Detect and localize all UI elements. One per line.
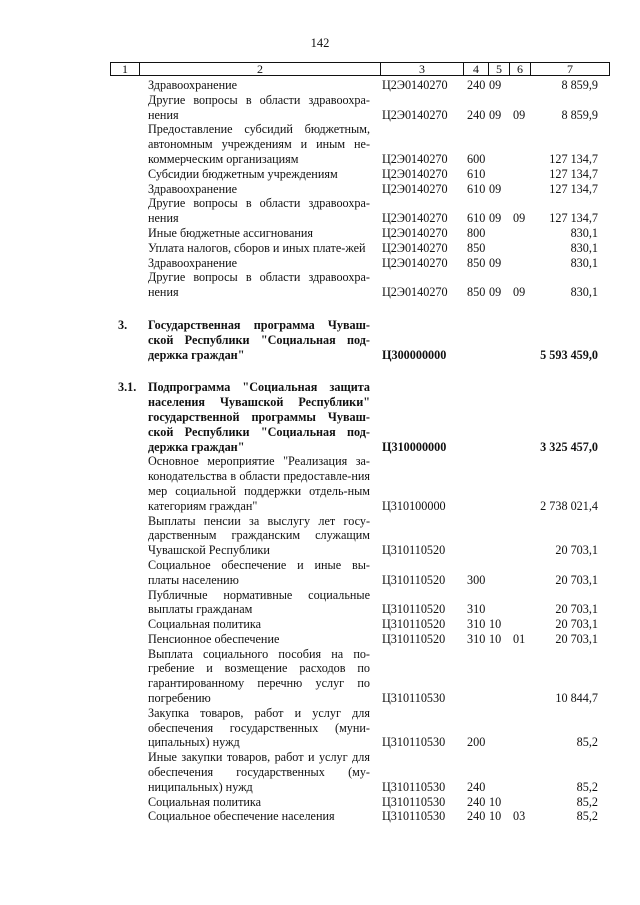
amount-cell: 830,1 — [570, 225, 598, 240]
name-cell: Здравоохранение — [148, 181, 238, 196]
expense-type-cell: 850 — [467, 285, 486, 300]
code-cell: Ц2Э0140270 — [382, 107, 448, 122]
table-row — [0, 182, 640, 197]
table-row — [0, 706, 640, 750]
code-cell: Ц310110530 — [382, 735, 446, 750]
amount-cell: 85,2 — [576, 794, 598, 809]
table-row — [0, 122, 640, 166]
expense-type-cell: 200 — [467, 735, 486, 750]
table-row — [0, 93, 640, 123]
amount-cell: 20 703,1 — [555, 572, 598, 587]
code-cell: Ц310110520 — [382, 631, 446, 646]
section-cell: 10 — [489, 794, 502, 809]
table-row — [0, 454, 640, 513]
amount-cell: 10 844,7 — [555, 691, 598, 706]
expense-type-cell: 600 — [467, 151, 486, 166]
row-number: 3. — [118, 317, 128, 332]
table-row — [0, 196, 640, 226]
code-cell: Ц2Э0140270 — [382, 255, 448, 270]
header-col-5: 5 — [496, 62, 502, 76]
expense-type-cell: 610 — [467, 181, 486, 196]
table-row — [0, 588, 640, 618]
amount-cell: 85,2 — [576, 779, 598, 794]
code-cell: Ц2Э0140270 — [382, 225, 448, 240]
code-cell: Ц2Э0140270 — [382, 240, 448, 255]
table-row — [0, 809, 640, 824]
name-cell: Здравоохранение — [148, 78, 238, 92]
section-cell: 09 — [489, 78, 502, 92]
expense-type-cell: 310 — [467, 631, 486, 646]
table-row — [0, 226, 640, 241]
name-cell: Социальная политика — [148, 617, 262, 632]
code-cell: Ц310110530 — [382, 691, 446, 706]
name-cell: Субсидии бюджетным учреждениям — [148, 166, 338, 181]
code-cell: Ц310110520 — [382, 617, 446, 632]
expense-type-cell: 610 — [467, 211, 486, 226]
subsection-cell: 01 — [513, 631, 526, 646]
section-cell: 09 — [489, 181, 502, 196]
name-cell: Уплата налогов, сборов и иных плате-жей — [148, 240, 366, 255]
code-cell: Ц310100000 — [382, 498, 446, 513]
expense-type-cell: 310 — [467, 617, 486, 632]
amount-cell: 20 703,1 — [555, 631, 598, 646]
expense-type-cell: 850 — [467, 255, 486, 270]
header-col-3: 3 — [419, 62, 425, 76]
table-row — [0, 270, 640, 300]
expense-type-cell: 240 — [467, 779, 486, 794]
header-col-7: 7 — [567, 62, 573, 76]
table-row — [0, 750, 640, 794]
table-row — [0, 558, 640, 588]
amount-cell: 830,1 — [570, 240, 598, 255]
amount-cell: 20 703,1 — [555, 602, 598, 617]
table-row — [0, 256, 640, 271]
section-cell: 10 — [489, 631, 502, 646]
code-cell: Ц2Э0140270 — [382, 151, 448, 166]
code-cell: Ц310110520 — [382, 543, 446, 558]
code-cell: Ц310110520 — [382, 602, 446, 617]
amount-cell: 85,2 — [576, 735, 598, 750]
name-cell: Закупка товаров, работ и услуг для обеспечения государственных (муни-ципальных) нужд — [148, 705, 370, 750]
section-cell: 10 — [489, 617, 502, 632]
amount-cell: 8 859,9 — [561, 107, 598, 122]
expense-type-cell: 240 — [467, 78, 486, 92]
amount-cell: 8 859,9 — [561, 78, 598, 92]
page-number: 142 — [310, 36, 330, 50]
name-cell: Подпрограмма "Социальная защита населения Чувашской Республики" государственной программы Чуваш-ской Республики "Социальная под-держка граждан" — [148, 380, 370, 454]
table-row — [0, 647, 640, 706]
code-cell: Ц2Э0140270 — [382, 285, 448, 300]
name-cell: Основное мероприятие "Реализация за-конодательства в области предоставле-ния мер социальной поддержки отдель-ным категориям граждан" — [148, 454, 370, 513]
name-cell: Социальная политика — [148, 794, 262, 809]
code-cell: Ц310110530 — [382, 809, 446, 824]
expense-type-cell: 240 — [467, 107, 486, 122]
table-row — [0, 318, 640, 362]
name-cell: Другие вопросы в области здравоохра-нения — [148, 270, 370, 300]
name-cell: Иные бюджетные ассигнования — [148, 225, 314, 240]
name-cell: Другие вопросы в области здравоохра-нения — [148, 196, 370, 226]
table-row — [0, 241, 640, 256]
section-cell: 10 — [489, 809, 502, 824]
subsection-cell: 03 — [513, 809, 526, 824]
amount-cell: 20 703,1 — [555, 543, 598, 558]
name-cell: Иные закупки товаров, работ и услуг для обеспечения государственных (му-ниципальных) нужд — [148, 750, 370, 794]
code-cell: Ц310110530 — [382, 779, 446, 794]
code-cell: Ц310110520 — [382, 572, 446, 587]
table-header — [110, 62, 610, 76]
header-col-6: 6 — [517, 62, 523, 76]
name-cell: Социальное обеспечение и иные вы-платы населению — [148, 557, 370, 587]
table-row — [0, 167, 640, 182]
section-cell: 09 — [489, 285, 502, 300]
name-cell: Пенсионное обеспечение — [148, 631, 280, 646]
table-row — [0, 632, 640, 647]
amount-cell: 127 134,7 — [549, 211, 598, 226]
amount-cell: 127 134,7 — [549, 151, 598, 166]
subsection-cell: 09 — [513, 211, 526, 226]
section-cell: 09 — [489, 255, 502, 270]
expense-type-cell: 310 — [467, 602, 486, 617]
code-cell: Ц310000000 — [382, 439, 447, 454]
expense-type-cell: 300 — [467, 572, 486, 587]
amount-cell: 127 134,7 — [549, 166, 598, 181]
name-cell: Другие вопросы в области здравоохра-нения — [148, 92, 370, 122]
code-cell: Ц310110530 — [382, 794, 446, 809]
table-row — [0, 380, 640, 454]
name-cell: Социальное обеспечение населения — [148, 809, 335, 824]
name-cell: Публичные нормативные социальные выплаты гражданам — [148, 587, 370, 617]
amount-cell: 20 703,1 — [555, 617, 598, 632]
table-row — [0, 795, 640, 810]
amount-cell: 830,1 — [570, 285, 598, 300]
header-col-4: 4 — [473, 62, 479, 76]
table-body — [0, 78, 640, 824]
name-cell: Предоставление субсидий бюджетным, автономным учреждениям и иным не-коммерческим организациям — [148, 122, 370, 166]
name-cell: Выплаты пенсии за выслугу лет госу-дарственным гражданским служащим Чувашской Республики — [148, 513, 370, 558]
subsection-cell: 09 — [513, 285, 526, 300]
expense-type-cell: 240 — [467, 794, 486, 809]
table-row — [0, 617, 640, 632]
amount-cell: 830,1 — [570, 255, 598, 270]
expense-type-cell: 850 — [467, 240, 486, 255]
row-number: 3.1. — [118, 380, 137, 395]
expense-type-cell: 800 — [467, 225, 486, 240]
section-cell: 09 — [489, 107, 502, 122]
amount-cell: 3 325 457,0 — [540, 439, 598, 454]
section-cell: 09 — [489, 211, 502, 226]
amount-cell: 85,2 — [576, 809, 598, 824]
table-row — [0, 78, 640, 93]
expense-type-cell: 610 — [467, 166, 486, 181]
code-cell: Ц300000000 — [382, 347, 447, 362]
name-cell: Выплата социального пособия на по-гребение и возмещение расходов по гарантированному перечню услуг по погребению — [148, 646, 370, 706]
amount-cell: 5 593 459,0 — [540, 347, 598, 362]
amount-cell: 2 738 021,4 — [540, 498, 598, 513]
amount-cell: 127 134,7 — [549, 181, 598, 196]
header-col-1: 1 — [122, 62, 128, 76]
code-cell: Ц2Э0140270 — [382, 211, 448, 226]
subsection-cell: 09 — [513, 107, 526, 122]
name-cell: Здравоохранение — [148, 255, 238, 270]
code-cell: Ц2Э0140270 — [382, 181, 448, 196]
table-row — [0, 514, 640, 558]
name-cell: Государственная программа Чуваш-ской Республики "Социальная под-держка граждан" — [148, 317, 370, 362]
expense-type-cell: 240 — [467, 809, 486, 824]
header-col-2: 2 — [257, 62, 263, 76]
code-cell: Ц2Э0140270 — [382, 166, 448, 181]
code-cell: Ц2Э0140270 — [382, 78, 448, 92]
